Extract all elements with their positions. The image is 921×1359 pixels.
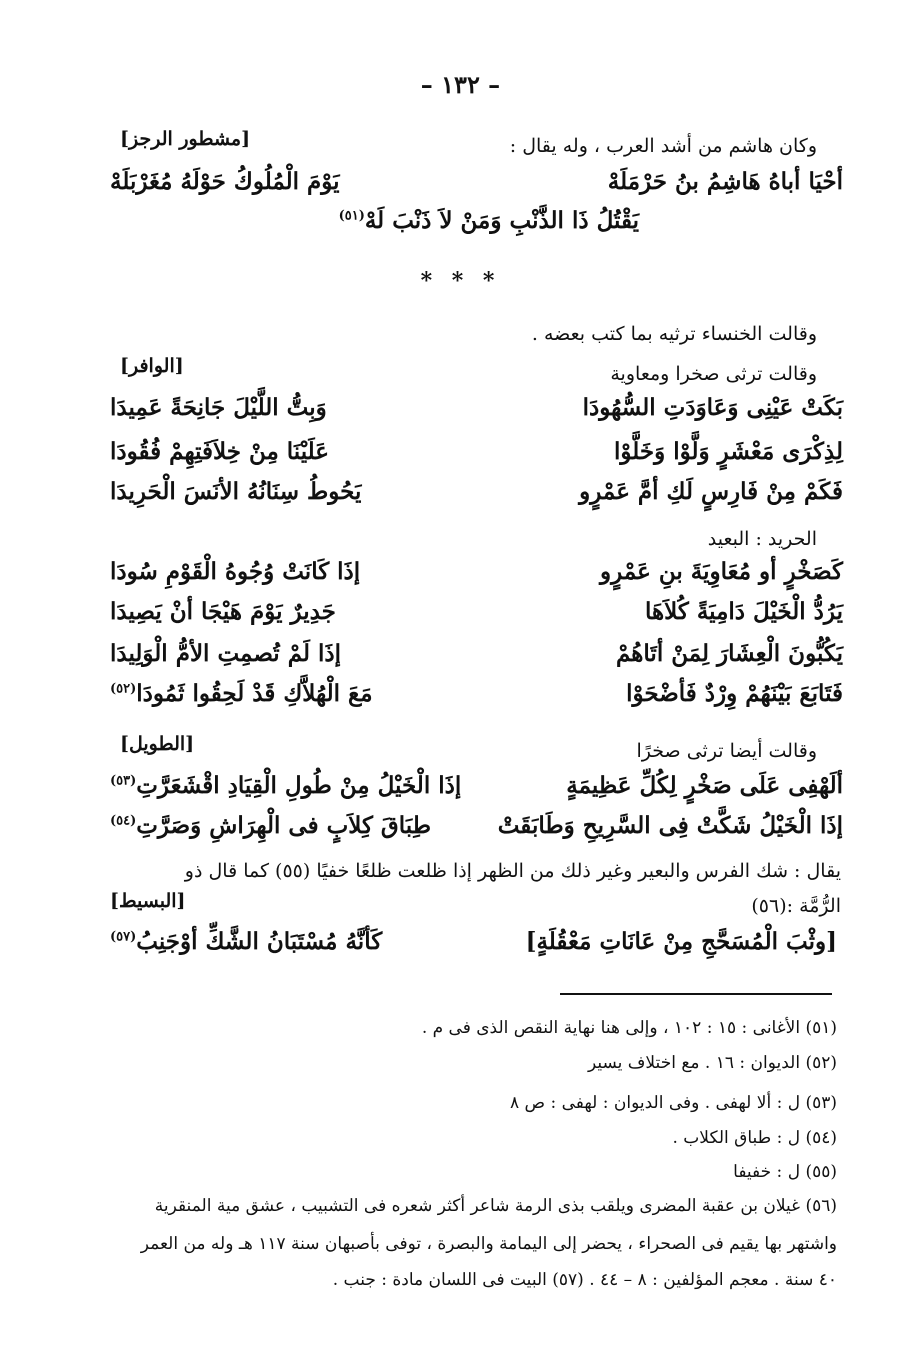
- wafir2-verse-4-hemistich-2: [110, 680, 373, 707]
- rajaz-line1-left: يَوْمَ الْمُلُوكُ حَوْلَهُ مُغَرْبَلَهْ: [110, 168, 340, 195]
- meter-basit-label: [البسيط]: [110, 890, 186, 912]
- footnote-53: (٥٣) ل : ألا لهفى . وفى الديوان : لهفى : ص ٨: [509, 1093, 837, 1113]
- wafir-verse-2-hemistich-1: لِذِكْرَى مَعْشَرٍ وَلَّوْا وَخَلَّوْا: [614, 438, 843, 465]
- wafir2-verse-2-hemistich-2: جَدِيرٌ يَوْمَ هَيْجَا أنْ يَصِيدَا: [110, 598, 336, 625]
- footnote-ref-52: (٥٢): [110, 681, 137, 697]
- tawil-verse-1-text: إذَا الْخَيْلُ مِنْ طُولِ الْقِيَادِ اقْشَعَرَّتِ: [136, 772, 462, 799]
- tawil-verse-1-hemistich-1: ألَهْفِى عَلَى صَخْرٍ لِكُلِّ عَظِيمَةٍ: [566, 772, 843, 799]
- footnote-ref-53: (٥٣): [110, 773, 137, 789]
- wafir-intro: وقالت ترثى صخرا ومعاوية: [610, 363, 817, 385]
- rajaz-line2: [339, 207, 639, 234]
- footnote-56-line-3: ٤٠ سنة . معجم المؤلفين : ٨ – ٤٤ . (٥٧) البيت فى اللسان مادة : جنب .: [332, 1270, 837, 1290]
- wafir2-verse-2-hemistich-1: يَرُدُّ الْخَيْلَ دَامِيَةً كُلاَهَا: [645, 598, 843, 625]
- wafir-verse-3-hemistich-2: يَحُوطُ سِنَانُهُ الأنَسَ الْحَرِيدَا: [110, 478, 362, 505]
- footnote-ref-51: (٥١): [338, 208, 365, 224]
- wafir-verse-1-hemistich-2: وَبِتُّ اللَّيْلَ جَانِحَةً عَمِيدَا: [110, 394, 327, 421]
- footnote-divider: [560, 993, 832, 995]
- basit-hemistich-2: [110, 928, 382, 955]
- page-number: – ١٣٢ –: [420, 70, 501, 99]
- basit-hemistich-1: [وثْبَ الْمُسَحَّجِ مِنْ عَانَاتِ مَعْقُلَةٍ]: [525, 928, 837, 955]
- tawil-intro: وقالت أيضا ترثى صخرًا: [636, 740, 817, 762]
- footnote-56-line-2: واشتهر بها يقيم فى الصحراء ، يحضر إلى اليمامة والبصرة ، توفى بأصبهان سنة ١١٧ هـ وله من العمر: [140, 1234, 837, 1254]
- prose-line-1: يقال : شك الفرس والبعير وغير ذلك من الظهر إذا ظلعت ظلعًا خفيًا (٥٥) كما قال ذو: [184, 860, 841, 882]
- tawil-verse-1-hemistich-2: [110, 772, 461, 799]
- footnote-54: (٥٤) ل : طباق الكلاب .: [672, 1128, 837, 1148]
- wafir2-verse-4-hemistich-1: فَتَابَعَ بَيْنَهُمْ وِرْدٌ فَأضْحَوْا: [626, 680, 843, 707]
- wafir2-verse-4-text: مَعَ الْهُلاَّكِ قَدْ لَحِقُوا ثَمُودَا: [136, 680, 373, 707]
- wafir-verse-1-hemistich-1: بَكَتْ عَيْنِى وَعَاوَدَتِ السُّهُودَا: [582, 394, 843, 421]
- section-separator: * * *: [420, 268, 501, 294]
- gloss-harid: الحريد : البعيد: [707, 528, 817, 550]
- wafir2-verse-3-hemistich-1: يَكُبُّونَ الْعِشَارَ لِمَنْ أتَاهُمْ: [615, 640, 843, 667]
- wafir2-verse-1-hemistich-1: كَصَخْرٍ أو مُعَاوِيَةَ بنِ عَمْرٍو: [600, 558, 843, 585]
- wafir-verse-3-hemistich-1: فَكَمْ مِنْ فَارِسٍ لَكِ أمَّ عَمْرٍو: [579, 478, 843, 505]
- footnote-ref-54: (٥٤): [110, 813, 137, 829]
- footnote-51: (٥١) الأغانى : ١٥ : ١٠٢ ، وإلى هنا نهاية النقص الذى فى م .: [421, 1018, 837, 1038]
- wafir2-verse-1-hemistich-2: إذَا كَانَتْ وُجُوهُ الْقَوْمِ سُودَا: [110, 558, 361, 585]
- wafir-verse-2-hemistich-2: عَلَيْنَا مِنْ خِلاَفَتِهِمْ فُقُودَا: [110, 438, 330, 465]
- tawil-verse-2-hemistich-1: إذَا الْخَيْلُ شَكَّتْ فِى السَّرِيحِ وَطَابَقَتْ: [497, 812, 843, 839]
- meter-tawil-label: [الطويل]: [120, 733, 195, 755]
- footnote-55: (٥٥) ل : خفيفا: [733, 1162, 837, 1182]
- footnote-52: (٥٢) الديوان : ١٦ . مع اختلاف يسير: [587, 1053, 837, 1073]
- wafir2-verse-3-hemistich-2: إذَا لَمْ تُصمِتِ الأمُّ الْوَلِيدَا: [110, 640, 342, 667]
- khansa-intro: وقالت الخنساء ترثيه بما كتب بعضه .: [531, 323, 817, 345]
- intro-line: وكان هاشم من أشد العرب ، وله يقال :: [509, 135, 817, 157]
- footnote-ref-57: (٥٧): [110, 929, 137, 945]
- prose-line-2: الرُّمَّة :(٥٦): [751, 895, 841, 917]
- basit-hemistich-2-text: كَأنَّهُ مُسْتَبَانُ الشَّكِّ أوْجَنِبُ: [136, 928, 383, 955]
- meter-rajaz-label: [مشطور الرجز]: [120, 128, 251, 150]
- footnote-56-line-1: (٥٦) غيلان بن عقبة المضرى ويلقب بذى الرمة شاعر أكثر شعره فى التشبيب ، عشق مية المنقرية: [154, 1196, 837, 1216]
- rajaz-line2-text: يَقْتُلُ ذَا الذَّنْبِ وَمَنْ لاَ ذَنْبَ لَهْ: [364, 207, 639, 234]
- rajaz-line1-right: أحْيَا أباهُ هَاشِمُ بنُ حَرْمَلَهْ: [607, 168, 843, 195]
- tawil-verse-2-hemistich-2: [110, 812, 431, 839]
- tawil-verse-2-text: طِبَاقَ كِلاَبٍ فى الْهِرَاشِ وَصَرَّتِ: [136, 812, 432, 839]
- meter-wafir-label: [الوافر]: [120, 355, 184, 377]
